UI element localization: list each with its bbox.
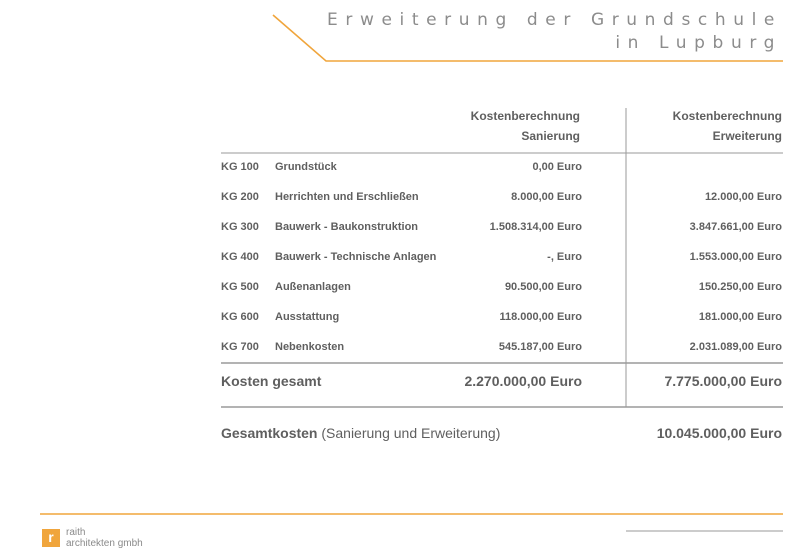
erweiterung-value: 150.250,00 Euro [698,281,782,293]
cost-group-code: KG 400 [221,251,259,263]
column-header-sanierung [471,106,580,146]
table-row [0,157,800,177]
erweiterung-value: 1.553.000,00 Euro [689,251,782,263]
erweiterung-value: 181.000,00 Euro [698,311,782,323]
cost-group-code: KG 200 [221,191,259,203]
cost-group-name: Nebenkosten [275,341,345,353]
cost-group-code: KG 500 [221,281,259,293]
column-header-line2: Erweiterung [712,129,782,143]
slide-title-line2: in Lupburg [615,33,782,53]
sanierung-value: 90.500,00 Euro [504,281,582,293]
table-row [0,307,800,327]
table-row [0,187,800,207]
cost-group-name: Ausstattung [275,311,340,323]
cost-group-name: Bauwerk - Baukonstruktion [275,221,419,233]
cost-group-name: Außenanlagen [275,281,351,293]
cost-group-name: Herrichten und Erschließen [275,191,419,203]
grand-total-label-rest: (Sanierung und Erweiterung) [321,425,501,441]
sanierung-value: -, Euro [547,251,582,263]
erweiterung-value: 12.000,00 Euro [704,191,782,203]
table-row [0,217,800,237]
grand-total-label-bold: Gesamtkosten [221,425,318,441]
table-row [0,337,800,357]
cost-group-code: KG 100 [221,161,259,173]
column-header-line2: Sanierung [521,129,580,143]
cost-group-name: Grundstück [275,161,337,173]
total-erweiterung: 7.775.000,00 Euro [664,373,782,389]
grand-total-label [221,425,500,441]
company-subtitle: architekten gmbh [66,538,143,549]
cost-group-code: KG 300 [221,221,259,233]
sanierung-value: 118.000,00 Euro [499,311,582,323]
cost-group-code: KG 600 [221,311,259,323]
sanierung-value: 8.000,00 Euro [511,191,582,203]
grand-total-value: 10.045.000,00 Euro [656,425,782,441]
table-row [0,247,800,267]
total-label: Kosten gesamt [221,373,322,389]
total-sanierung: 2.270.000,00 Euro [464,373,582,389]
cost-group-code: KG 700 [221,341,259,353]
sanierung-value: 1.508.314,00 Euro [489,221,582,233]
column-header-line1: Kostenberechnung [672,109,782,123]
sanierung-value: 545.187,00 Euro [498,341,582,353]
column-header-erweiterung [673,106,782,146]
slide-title-line1: Erweiterung der Grundschule [327,10,782,30]
table-row [0,277,800,297]
erweiterung-value: 2.031.089,00 Euro [689,341,782,353]
sanierung-value: 0,00 Euro [532,161,582,173]
cost-group-name: Bauwerk - Technische Anlagen [275,251,437,263]
company-name: raith [66,527,86,538]
column-header-line1: Kostenberechnung [470,109,580,123]
erweiterung-value: 3.847.661,00 Euro [689,221,782,233]
company-logo: r [42,529,60,547]
